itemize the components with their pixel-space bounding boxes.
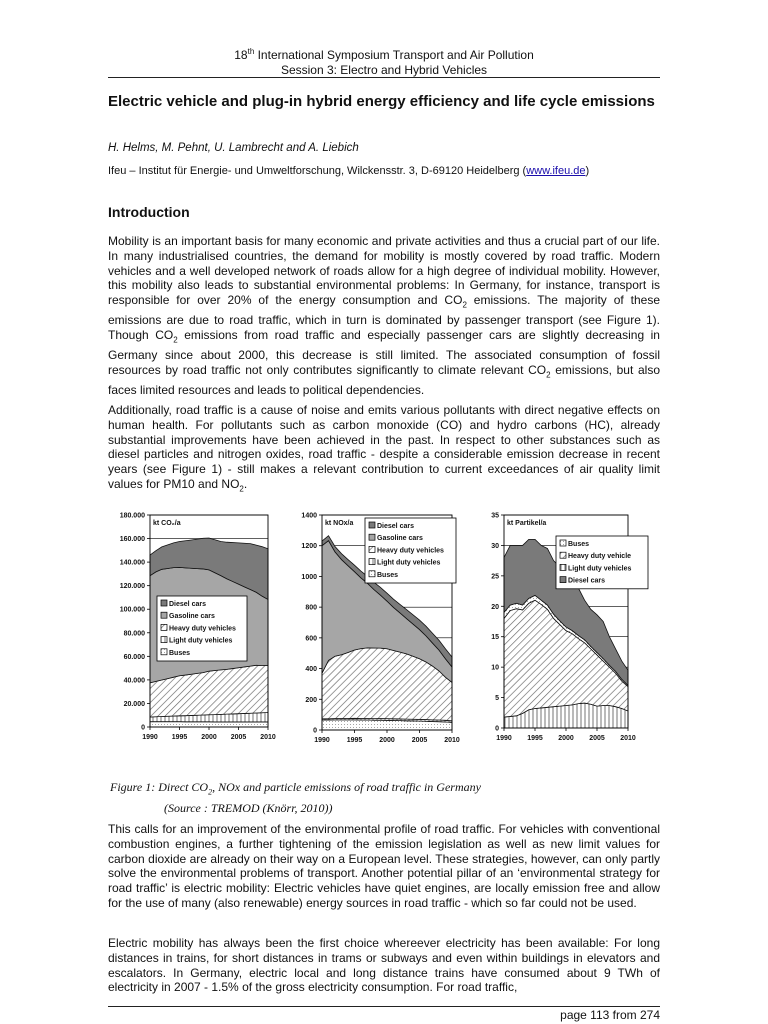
x-tick-label: 1995 — [171, 734, 188, 741]
y-tick-label: 800 — [305, 604, 317, 612]
y-tick-label: 60.000 — [123, 653, 145, 661]
x-tick-label: 2010 — [260, 734, 276, 741]
legend-swatch-diesel-cars — [369, 522, 375, 528]
chart-nox — [292, 507, 460, 749]
legend-label-buses: Buses — [568, 541, 590, 548]
legend-swatch-buses — [560, 540, 566, 546]
subscript: 2 — [462, 300, 467, 310]
y-tick-label: 20.000 — [123, 700, 145, 708]
x-tick-label: 2005 — [230, 734, 247, 741]
header-rule — [108, 77, 660, 78]
legend-swatch-light-duty-vehicles — [369, 559, 375, 565]
legend-swatch-heavy-duty-vehicle — [560, 552, 566, 558]
y-tick-label: 600 — [305, 635, 317, 643]
chart-particles — [472, 507, 654, 749]
paragraph-3: This calls for an improvement of the environmental profile of road traffic. For vehicles with conventional combustion engines, a further tightening of the emission legislation as well as new limit values for carbon dioxide are already on their way on a European level. These strategies, however, can only partly solve the environmental problems of transport. Another potential pillar of an ‘environmental strategy for road traffic’ is electric mobility: Electric vehicles have quiet engines, are locally emission free and allow for the use of many (also renewable) energy sources in road traffic - which so far could not be used. — [108, 822, 660, 910]
x-tick-label: 2005 — [589, 735, 605, 742]
legend-label-buses: Buses — [377, 571, 399, 579]
caption-line-1-a: Figure 1: Direct CO — [110, 780, 209, 794]
y-tick-label: 15 — [491, 634, 499, 642]
legend-swatch-heavy-duty-vehicles — [161, 624, 167, 630]
affiliation — [108, 165, 589, 177]
header-line-1 — [108, 44, 660, 63]
header-line-1-text: International Symposium Transport and Air Pollution — [254, 48, 534, 62]
y-tick-label: 0 — [313, 727, 317, 735]
chart-co2 — [112, 507, 280, 749]
x-tick-label: 1990 — [142, 734, 158, 741]
paper-title: Electric vehicle and plug-in hybrid energy efficiency and life cycle emissions — [108, 93, 655, 110]
y-tick-label: 1400 — [301, 512, 317, 520]
caption-line-1-b: , NOx and particle emissions of road traffic in Germany — [212, 780, 481, 794]
x-tick-label: 1995 — [346, 737, 363, 744]
unit-label: kt CO₂/a — [153, 520, 181, 527]
unit-label: kt NOx/a — [325, 520, 354, 527]
legend-label-gasoline-cars: Gasoline cars — [377, 535, 423, 543]
footer-rule — [108, 1006, 660, 1007]
paragraph-4: Electric mobility has always been the first choice whereever electricity has been available: For long distances in trains, for short distances in trams or subways and even within buildings in elevators and escalators. In Germany, electric local and long distance trains have consumed about 9 TWh of electricity in 2007 - 1.5% of the gross electricity consumption. For road traffic, — [108, 936, 660, 995]
legend-label-buses: Buses — [169, 649, 191, 657]
x-tick-label: 2010 — [444, 737, 460, 744]
y-tick-label: 100.000 — [119, 606, 145, 614]
legend-swatch-diesel-cars — [560, 577, 566, 583]
affiliation-close: ) — [585, 165, 590, 177]
subscript: 2 — [239, 484, 244, 494]
x-tick-label: 2000 — [379, 737, 395, 744]
y-tick-label: 200 — [305, 696, 317, 704]
caption-line-1 — [110, 779, 481, 800]
y-tick-label: 160.000 — [119, 536, 145, 544]
legend-swatch-buses — [161, 649, 167, 655]
y-tick-label: 140.000 — [119, 559, 145, 567]
y-tick-label: 1000 — [301, 573, 317, 581]
affiliation-text: Ifeu – Institut für Energie- und Umweltforschung, Wilckensstr. 3, D-69120 Heidelberg ( — [108, 165, 527, 177]
section-heading: Introduction — [108, 204, 190, 220]
legend-swatch-diesel-cars — [161, 600, 167, 606]
running-header — [108, 44, 660, 78]
p1-part-a: Mobility is an important basis for many economic and private activities and thus a crucial part of our life. In many industrialised countries, the demand for mobility is mostly covered by road traffic. Modern vehicles and a well developed network of roads allow for a high degree of individual mobility. However, this mobility also leads to substantial environmental problems: In Germany, for instance, transport is responsible for over 20% of the energy consumption and CO — [108, 234, 660, 308]
legend-label-light-duty-vehicles: Light duty vehicles — [377, 559, 441, 567]
legend-label-heavy-duty-vehicles: Heavy duty vehicles — [169, 625, 236, 633]
p1-part-c: emissions from road traffic and especially passenger cars are slightly decreasing in Germany since about 2000, this decrease is still limited. The associated consumption of fossil resources by road traffic not only contributes significantly to climate relevant CO — [108, 328, 660, 378]
caption-line-2: (Source : TREMOD (Knörr, 2010)) — [164, 801, 333, 816]
figure-caption — [110, 779, 481, 816]
legend-swatch-gasoline-cars — [369, 534, 375, 540]
y-tick-label: 5 — [495, 695, 499, 703]
y-tick-label: 400 — [305, 666, 317, 674]
legend-label-diesel-cars: Diesel cars — [169, 601, 206, 608]
header-edition-sup: th — [247, 47, 255, 56]
x-tick-label: 2010 — [620, 735, 636, 742]
legend-swatch-gasoline-cars — [161, 612, 167, 618]
legend-swatch-light-duty-vehicles — [560, 564, 566, 570]
y-tick-label: 1200 — [301, 543, 317, 551]
x-tick-label: 1995 — [527, 735, 543, 742]
legend-label-gasoline-cars: Gasoline cars — [169, 613, 215, 621]
y-tick-label: 30 — [491, 542, 499, 550]
subscript: 2 — [208, 787, 213, 797]
unit-label: kt Partikel/a — [507, 520, 547, 527]
page-number: page 113 from 274 — [560, 1008, 660, 1022]
y-tick-label: 0 — [495, 725, 499, 733]
legend-label-heavy-duty-vehicles: Heavy duty vehicles — [377, 547, 444, 555]
legend-label-heavy-duty-vehicle: Heavy duty vehicle — [568, 553, 632, 561]
x-tick-label: 2000 — [558, 735, 574, 742]
legend-swatch-heavy-duty-vehicles — [369, 546, 375, 552]
legend-swatch-buses — [369, 571, 375, 577]
y-tick-label: 120.000 — [119, 583, 145, 591]
legend-label-diesel-cars: Diesel cars — [377, 523, 414, 530]
x-tick-label: 2005 — [411, 737, 428, 744]
x-tick-label: 1990 — [314, 737, 330, 744]
x-tick-label: 2000 — [201, 734, 217, 741]
y-tick-label: 80.000 — [123, 630, 145, 638]
legend-label-diesel-cars: Diesel cars — [568, 577, 605, 585]
affiliation-link[interactable]: www.ifeu.de — [526, 165, 586, 177]
p1-part-d: emissions, but also faces limited resources and leads to political dependencies. — [108, 363, 660, 398]
legend-label-light-duty-vehicles: Light duty vehicles — [568, 565, 632, 573]
y-tick-label: 25 — [491, 573, 499, 581]
authors: H. Helms, M. Pehnt, U. Lambrecht and A. Liebich — [108, 142, 359, 154]
paragraph-2 — [108, 403, 660, 497]
x-tick-label: 1990 — [496, 735, 512, 742]
legend-label-light-duty-vehicles: Light duty vehicles — [169, 637, 233, 645]
series-area-buses — [150, 722, 268, 727]
p2-part-a: Additionally, road traffic is a cause of noise and emits various pollutants with direct negative effects on human health. For pollutants such as carbon monoxide (CO) and hydro carbons (HC), already substantial improvements have been achieved in the past. In respect to other substances such as diesel particles and nitrogen oxides, road traffic - despite a considerable emission decrease in recent years (see Figure 1) - still makes a relevant contribution to current exceedances of air quality limit values for PM10 and NO — [108, 403, 660, 491]
y-tick-label: 0 — [141, 724, 145, 732]
subscript: 2 — [546, 370, 551, 380]
subscript: 2 — [173, 335, 178, 345]
header-edition: 18 — [234, 48, 248, 62]
header-line-2: Session 3: Electro and Hybrid Vehicles — [280, 63, 488, 77]
legend-swatch-light-duty-vehicles — [161, 637, 167, 643]
paragraph-1 — [108, 234, 660, 398]
y-tick-label: 40.000 — [123, 677, 145, 685]
y-tick-label: 20 — [491, 603, 499, 611]
p1-part-b: emissions. The majority of these emissions are due to road traffic, which in turn is dominated by passenger transport (see Figure 1). Though CO — [108, 293, 660, 343]
y-tick-label: 35 — [491, 512, 499, 520]
y-tick-label: 180.000 — [119, 512, 145, 520]
p2-part-b: . — [243, 476, 248, 491]
y-tick-label: 10 — [491, 664, 499, 672]
